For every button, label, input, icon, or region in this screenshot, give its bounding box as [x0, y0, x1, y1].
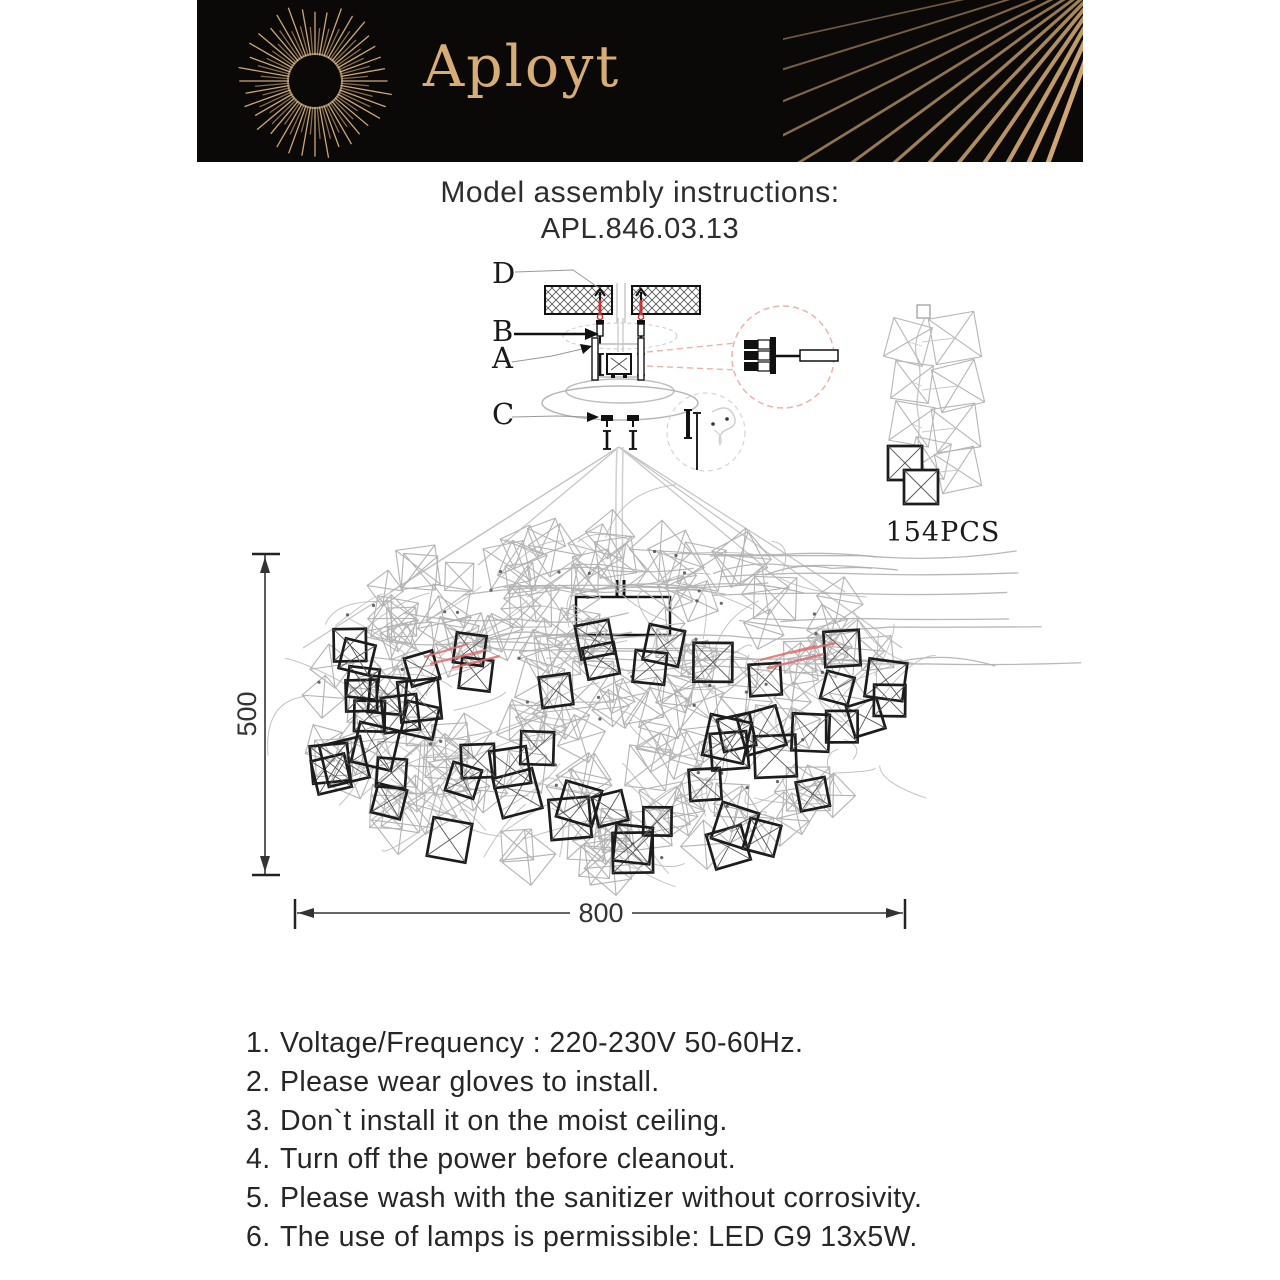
instruction-number: 2. — [246, 1065, 271, 1098]
header-banner — [197, 0, 1083, 162]
instruction-number: 1. — [246, 1027, 271, 1059]
instruction-text: Turn off the power before cleanout. — [280, 1143, 737, 1176]
instruction-item — [246, 1024, 922, 1063]
label-d: D — [492, 256, 516, 290]
label-c: C — [492, 397, 515, 431]
ray-fan-decoration-icon — [783, 0, 1083, 162]
instruction-text: Please wash with the sanitizer without corrosivity. — [280, 1182, 923, 1215]
starburst-logo-icon — [230, 0, 400, 162]
model-number: APL.846.03.13 — [540, 213, 740, 245]
instruction-item — [246, 1102, 922, 1141]
instructions-list — [246, 1024, 922, 1257]
instruction-text: Don`t install it on the moist ceiling. — [280, 1104, 728, 1137]
instruction-number: 5. — [246, 1182, 271, 1215]
crystal-strand-detail — [884, 305, 985, 504]
instruction-item — [246, 1179, 922, 1218]
assembly-diagram — [0, 255, 1280, 955]
label-a: A — [492, 341, 513, 375]
instruction-number: 3. — [246, 1104, 271, 1137]
instruction-item — [246, 1063, 922, 1102]
parts-count-label: 154PCS — [885, 517, 1001, 548]
height-dimension-value: 500 — [232, 691, 262, 737]
instruction-number: 6. — [246, 1220, 271, 1253]
cable-lock-detail — [667, 393, 745, 471]
ceiling-bar — [545, 283, 700, 323]
page-title: Model assembly instructions: — [440, 176, 840, 209]
width-dimension-value: 800 — [578, 898, 624, 928]
instruction-item — [246, 1140, 922, 1179]
brand-wordmark: Aployt — [423, 34, 621, 100]
instruction-text: Voltage/Frequency : 220-230V 50-60Hz. — [280, 1027, 804, 1059]
instruction-item — [246, 1218, 922, 1257]
width-dimension — [295, 898, 905, 929]
wire-connector-detail — [647, 306, 838, 408]
part-labels — [491, 256, 599, 431]
instruction-number: 4. — [246, 1143, 271, 1176]
instruction-text: Please wear gloves to install. — [280, 1065, 660, 1098]
height-dimension — [232, 554, 280, 875]
label-b: B — [492, 314, 514, 348]
instruction-text: The use of lamps is permissible: LED G9 13x5W. — [280, 1220, 918, 1253]
